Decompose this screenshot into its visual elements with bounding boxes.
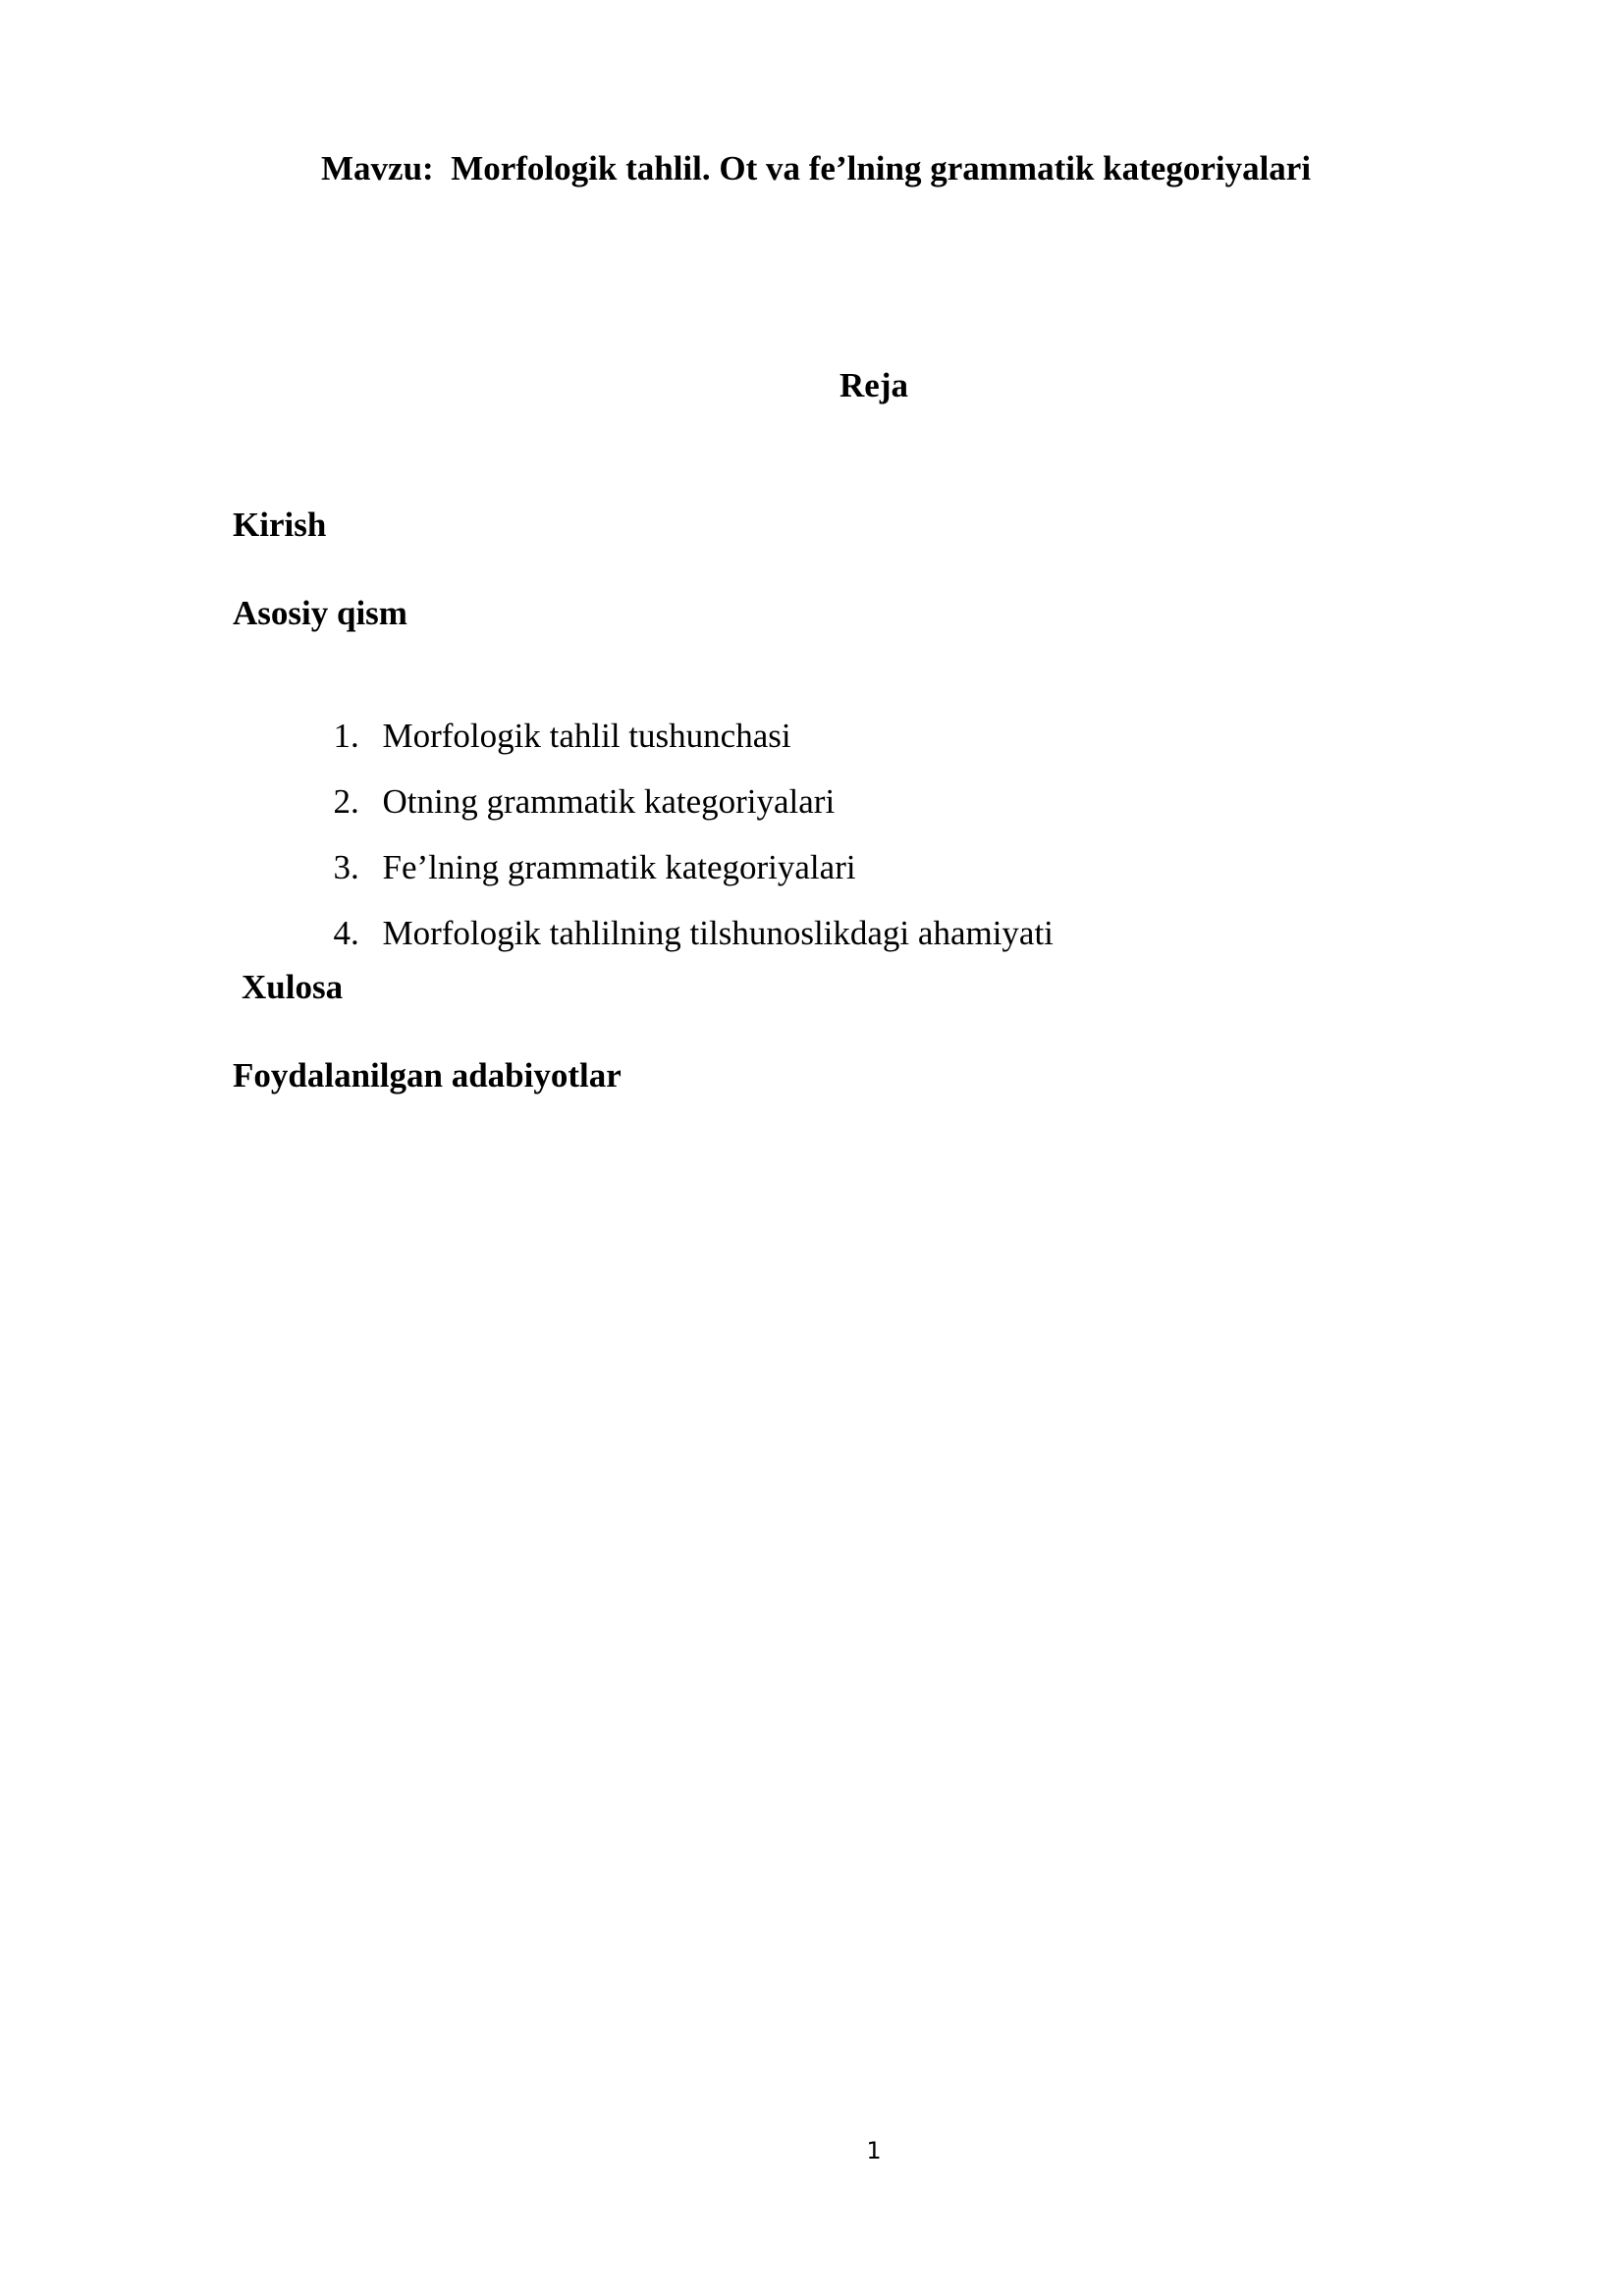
toc-item-text: Morfologik tahlilning tilshunoslikdagi ahamiyati — [382, 914, 1054, 952]
toc-item-text: Otning grammatik kategoriyalari — [382, 782, 836, 821]
section-heading-conclusion: Xulosa — [242, 968, 344, 1006]
document-title: Mavzu: Morfologik tahlil. Ot va fe’lning grammatik kategoriyalari — [321, 149, 1312, 187]
toc-item-number: 2. — [333, 782, 359, 821]
toc-item-text: Morfologik tahlil tushunchasi — [382, 717, 791, 755]
toc-item-number: 4. — [333, 914, 359, 952]
toc-item-text: Fe’lning grammatik kategoriyalari — [382, 848, 856, 886]
section-heading-references: Foydalanilgan adabiyotlar — [233, 1056, 622, 1095]
toc-item-number: 1. — [333, 717, 359, 755]
page-number: 1 — [866, 2137, 882, 2164]
toc-item — [282, 881, 1054, 985]
plan-heading: Reja — [839, 366, 908, 404]
section-heading-intro: Kirish — [233, 506, 327, 544]
section-heading-main-part: Asosiy qism — [233, 594, 407, 632]
toc-item-number: 3. — [333, 848, 359, 886]
